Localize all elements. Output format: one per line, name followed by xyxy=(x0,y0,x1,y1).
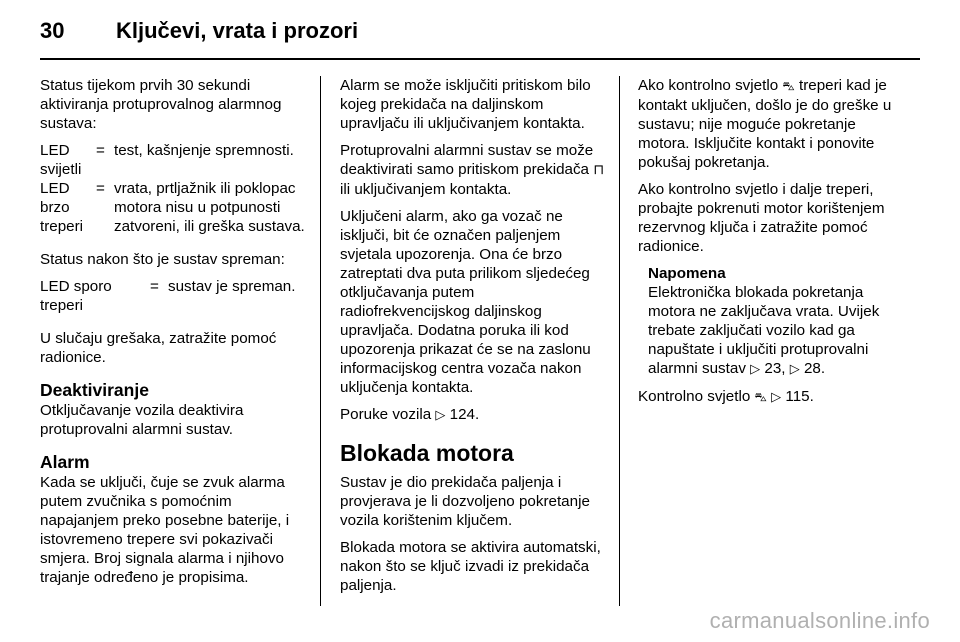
errors-paragraph: U slučaju grešaka, zatražite pomoć radionice. xyxy=(40,330,277,366)
column-1 xyxy=(40,76,306,595)
vehicle-messages-text: Poruke vozila xyxy=(340,406,432,423)
deactivate-text-a: Protuprovalni alarmni sustav se može deaktivirati samo pritiskom prekidača xyxy=(340,142,594,178)
note-box xyxy=(648,264,904,379)
definition-equals: = xyxy=(150,278,159,295)
spare-key-paragraph: Ako kontrolno svjetlo i dalje treperi, probajte pokrenuti motor korištenjem rezervnog ključa i zatražite pomoć radionice. xyxy=(638,181,885,255)
watermark: carmanualsonline.info xyxy=(709,608,930,633)
car-key-warning-icon: ⛍ xyxy=(754,390,767,404)
status-definition-list xyxy=(40,141,306,236)
reference-arrow-icon: ▷ xyxy=(435,408,446,423)
page-reference[interactable]: 28. xyxy=(803,360,826,377)
column-divider-1 xyxy=(320,76,321,606)
control-light-ref-paragraph xyxy=(638,387,904,407)
control-light-paragraph xyxy=(638,76,904,172)
control-light-text-b: treperi kad je kontakt uključen, došlo je do greške u sustavu; nije moguće pokretanje motora. Isključite kontakt i ponovite pokušaj pokretanja. xyxy=(638,77,892,171)
reference-arrow-icon: ▷ xyxy=(771,390,782,405)
definition-equals: = xyxy=(96,180,105,197)
page-reference[interactable]: 115. xyxy=(785,388,814,405)
page-header xyxy=(40,18,920,52)
deactivate-paragraph xyxy=(340,141,606,199)
immobiliser-paragraph-1: Sustav je dio prekidača paljenja i provjerava je li dozvoljeno pokretanje vozila korištenim ključem. xyxy=(340,474,590,529)
note-title: Napomena xyxy=(648,265,726,282)
ready-definition-list xyxy=(40,277,306,315)
status-intro: Status tijekom prvih 30 sekundi aktiviranja protuprovalnog alarmnog sustava: xyxy=(40,77,282,132)
definition-row xyxy=(40,277,306,315)
vehicle-messages-paragraph xyxy=(340,405,606,425)
control-light-text-a: Ako kontrolno svjetlo xyxy=(638,77,779,94)
definition-equals: = xyxy=(96,142,105,159)
header-rule xyxy=(40,58,920,60)
definition-term: LED brzo treperi xyxy=(40,180,84,235)
car-key-warning-icon: ⛍ xyxy=(782,79,795,93)
control-light-ref-text: Kontrolno svjetlo xyxy=(638,388,751,405)
note-text xyxy=(648,283,904,379)
definition-desc: test, kašnjenje spremnosti. xyxy=(114,142,294,159)
page-reference[interactable]: 23, xyxy=(764,360,786,377)
note-text-a: Elektronička blokada pokretanja motora ne zaključava vrata. Uvijek trebate zaključati vozilo kad ga napuštate i uključiti protuprovalni alarmni sustav xyxy=(648,284,880,377)
immobiliser-paragraph-2: Blokada motora se aktivira automatski, nakon što se ključ izvadi iz prekidača paljenja. xyxy=(340,539,601,594)
alarm-text: Kada se uključi, čuje se zvuk alarma putem zvučnika s pomoćnim napajanjem preko posebne baterije, i istovremeno trepere svi pokazivači smjera. Broj signala alarma i njihovo trajanje određeno je propisima. xyxy=(40,474,290,586)
definition-desc: vrata, prtljažnik ili poklopac motora nisu u potpunosti zatvoreni, ili greška sustava. xyxy=(114,180,305,235)
alarm-indication-paragraph: Uključeni alarm, ako ga vozač ne isključi, bit će označen paljenjem svjetala upozorenja. Ona će brzo zatreptati dva puta prilikom sljedećeg otključavanja putem radiofrekvencijskog daljinskog upravljača. Dodatna poruka ili kod upozorenja prikazat će se na zaslonu informacijskog centra vozača nakon uključenja kontakta. xyxy=(340,208,591,396)
deactivation-text: Otključavanje vozila deaktivira protuprovalni alarmni sustav. xyxy=(40,402,244,438)
page-number: 30 xyxy=(40,18,65,43)
deactivation-heading: Deaktiviranje xyxy=(40,380,149,400)
deactivate-text-b: ili uključivanjem kontakta. xyxy=(340,181,512,198)
lock-button-icon: ⊓ xyxy=(593,162,605,178)
page-title: Ključevi, vrata i prozori xyxy=(116,18,359,43)
definition-term: LED sporo treperi xyxy=(40,278,112,314)
definition-row xyxy=(40,179,306,236)
status-ready: Status nakon što je sustav spreman: xyxy=(40,251,285,268)
definition-row xyxy=(40,141,306,179)
definition-desc: sustav je spreman. xyxy=(168,278,296,295)
column-3 xyxy=(638,76,904,415)
immobiliser-heading: Blokada motora xyxy=(340,440,514,466)
column-divider-2 xyxy=(619,76,620,606)
column-2 xyxy=(340,76,606,603)
alarm-off-paragraph: Alarm se može isključiti pritiskom bilo kojeg prekidača na daljinskom upravljaču ili uključivanjem kontakta. xyxy=(340,77,591,132)
definition-term: LED svijetli xyxy=(40,142,82,178)
alarm-heading: Alarm xyxy=(40,452,90,472)
reference-arrow-icon: ▷ xyxy=(789,362,800,377)
page-reference[interactable]: 124. xyxy=(449,406,480,423)
reference-arrow-icon: ▷ xyxy=(750,362,761,377)
